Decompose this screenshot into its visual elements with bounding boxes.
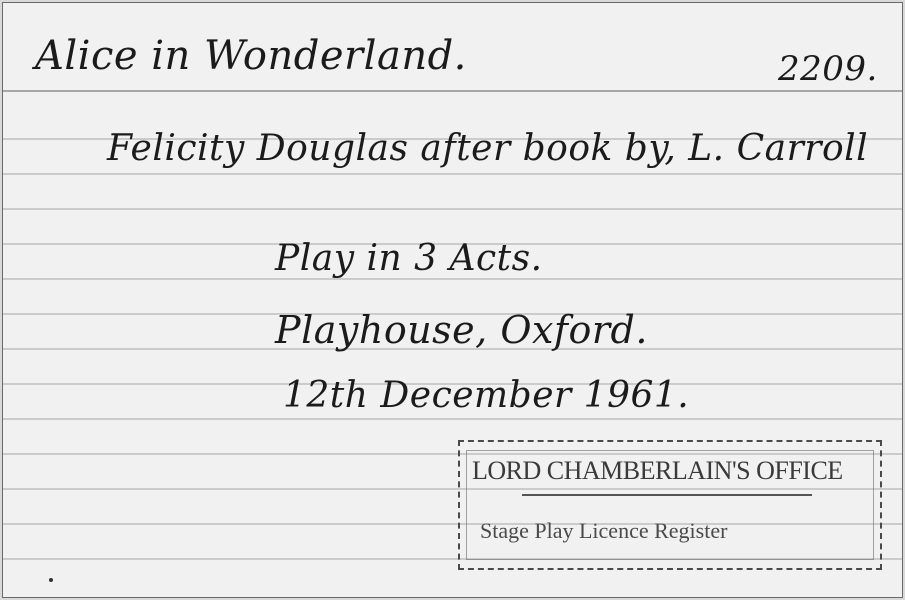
venue: Playhouse, Oxford. — [275, 308, 648, 352]
register-number: 2209. — [778, 49, 878, 89]
office-stamp — [458, 440, 882, 570]
play-type: Play in 3 Acts. — [275, 238, 543, 279]
index-card — [2, 2, 903, 598]
stamp-subtitle: Stage Play Licence Register — [480, 518, 728, 543]
play-title: Alice in Wonderland. — [35, 33, 467, 79]
stamp-title: LORD CHAMBERLAIN'S OFFICE — [472, 456, 843, 485]
performance-date: 12th December 1961. — [283, 375, 690, 416]
ink-speck — [49, 578, 53, 582]
stamp-divider — [522, 494, 812, 496]
author-line: Felicity Douglas after book by, L. Carroll — [107, 128, 869, 169]
